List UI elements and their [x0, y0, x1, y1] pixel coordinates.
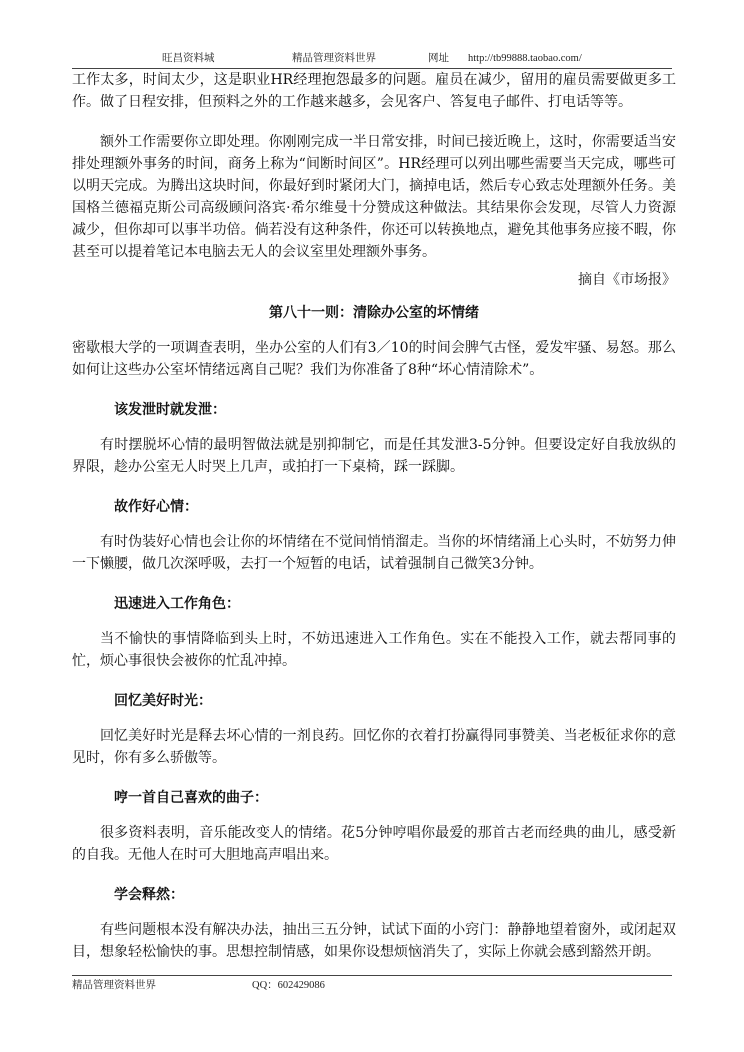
tip-heading: 哼一首自己喜欢的曲子： — [114, 790, 268, 806]
tip-heading: 故作好心情： — [114, 499, 198, 515]
tip-text: 当不愉快的事情降临到头上时，不妨迅速进入工作角色。实在不能投入工作，就去帮同事的忙，烦心事很快会被你的忙乱冲掉。 — [72, 631, 676, 669]
page-footer — [72, 975, 672, 994]
header-url-label: 网址 — [428, 53, 449, 64]
document-body — [72, 69, 676, 963]
page-header — [72, 52, 672, 69]
paragraph-workload: 工作太多，时间太少，这是职业HR经理抱怨最多的问题。雇员在减少，留用的雇员需要做更多工作。做了日程安排，但预料之外的工作越来越多，会见客户、答复电子邮件、打电话等等。 — [72, 72, 676, 110]
tip-text: 回忆美好时光是释去坏心情的一剂良药。回忆你的衣着打扮赢得同事赞美、当老板征求你的意见时，你有多么骄傲等。 — [72, 728, 676, 766]
section-intro: 密歇根大学的一项调查表明，坐办公室的人们有3／10的时间会脾气古怪，爱发牢骚、易怒。那么如何让这些办公室坏情绪远离自己呢？我们为你准备了8种“坏心情清除术”。 — [72, 340, 676, 378]
tip-heading: 迅速进入工作角色： — [114, 596, 240, 612]
footer-qq: QQ：602429086 — [252, 980, 325, 991]
paragraph-extra-work: 额外工作需要你立即处理。你刚刚完成一半日常安排，时间已接近晚上，这时，你需要适当安排处理额外事务的时间，商务上称为“间断时间区”。HR经理可以列出哪些需要当天完成，哪些可以明天完成。为腾出这块时间，你最好到时紧闭大门，摘掉电话，然后专心致志处理额外任务。美国格兰德福克斯公司高级顾问洛宾·希尔维曼十分赞成这种做法。其结果你会发现，尽管人力资源减少，但你却可以事半功倍。倘若没有这种条件，你还可以转换地点，避免其他事务应接不暇，你甚至可以提着笔记本电脑去无人的会议室里处理额外事务。 — [72, 134, 676, 260]
tip-text: 有时伪装好心情也会让你的坏情绪在不觉间悄悄溜走。当你的坏情绪涌上心头时，不妨努力伸一下懒腰，做几次深呼吸，去打一个短暂的电话，试着强制自己微笑3分钟。 — [72, 534, 676, 572]
tip-heading: 该发泄时就发泄： — [114, 402, 226, 418]
tip-text: 有些问题根本没有解决办法，抽出三五分钟，试试下面的小窍门：静静地望着窗外，或闭起双目，想象轻松愉快的事。思想控制情感，如果你设想烦恼消失了，实际上你就会感到豁然开朗。 — [72, 922, 676, 960]
tip-text: 有时摆脱坏心情的最明智做法就是别抑制它，而是任其发泄3-5分钟。但要设定好自我放纵的界限，趁办公室无人时哭上几声，或拍打一下桌椅，踩一踩脚。 — [72, 437, 676, 475]
tip-heading: 回忆美好时光： — [114, 693, 212, 709]
section-title: 第八十一则：清除办公室的坏情绪 — [269, 305, 479, 321]
footer-site-name: 精品管理资料世界 — [72, 980, 156, 991]
header-site-name: 精品管理资料世界 — [292, 53, 376, 64]
header-shop-name: 旺昌资料城 — [162, 53, 215, 64]
tip-text: 很多资料表明，音乐能改变人的情绪。花5分钟哼唱你最爱的那首古老而经典的曲儿，感受新的自我。无他人在时可大胆地高声唱出来。 — [72, 825, 676, 863]
header-url: http://tb99888.taobao.com/ — [468, 53, 582, 64]
source-citation: 摘自《市场报》 — [578, 272, 676, 288]
tip-heading: 学会释然： — [114, 887, 184, 903]
